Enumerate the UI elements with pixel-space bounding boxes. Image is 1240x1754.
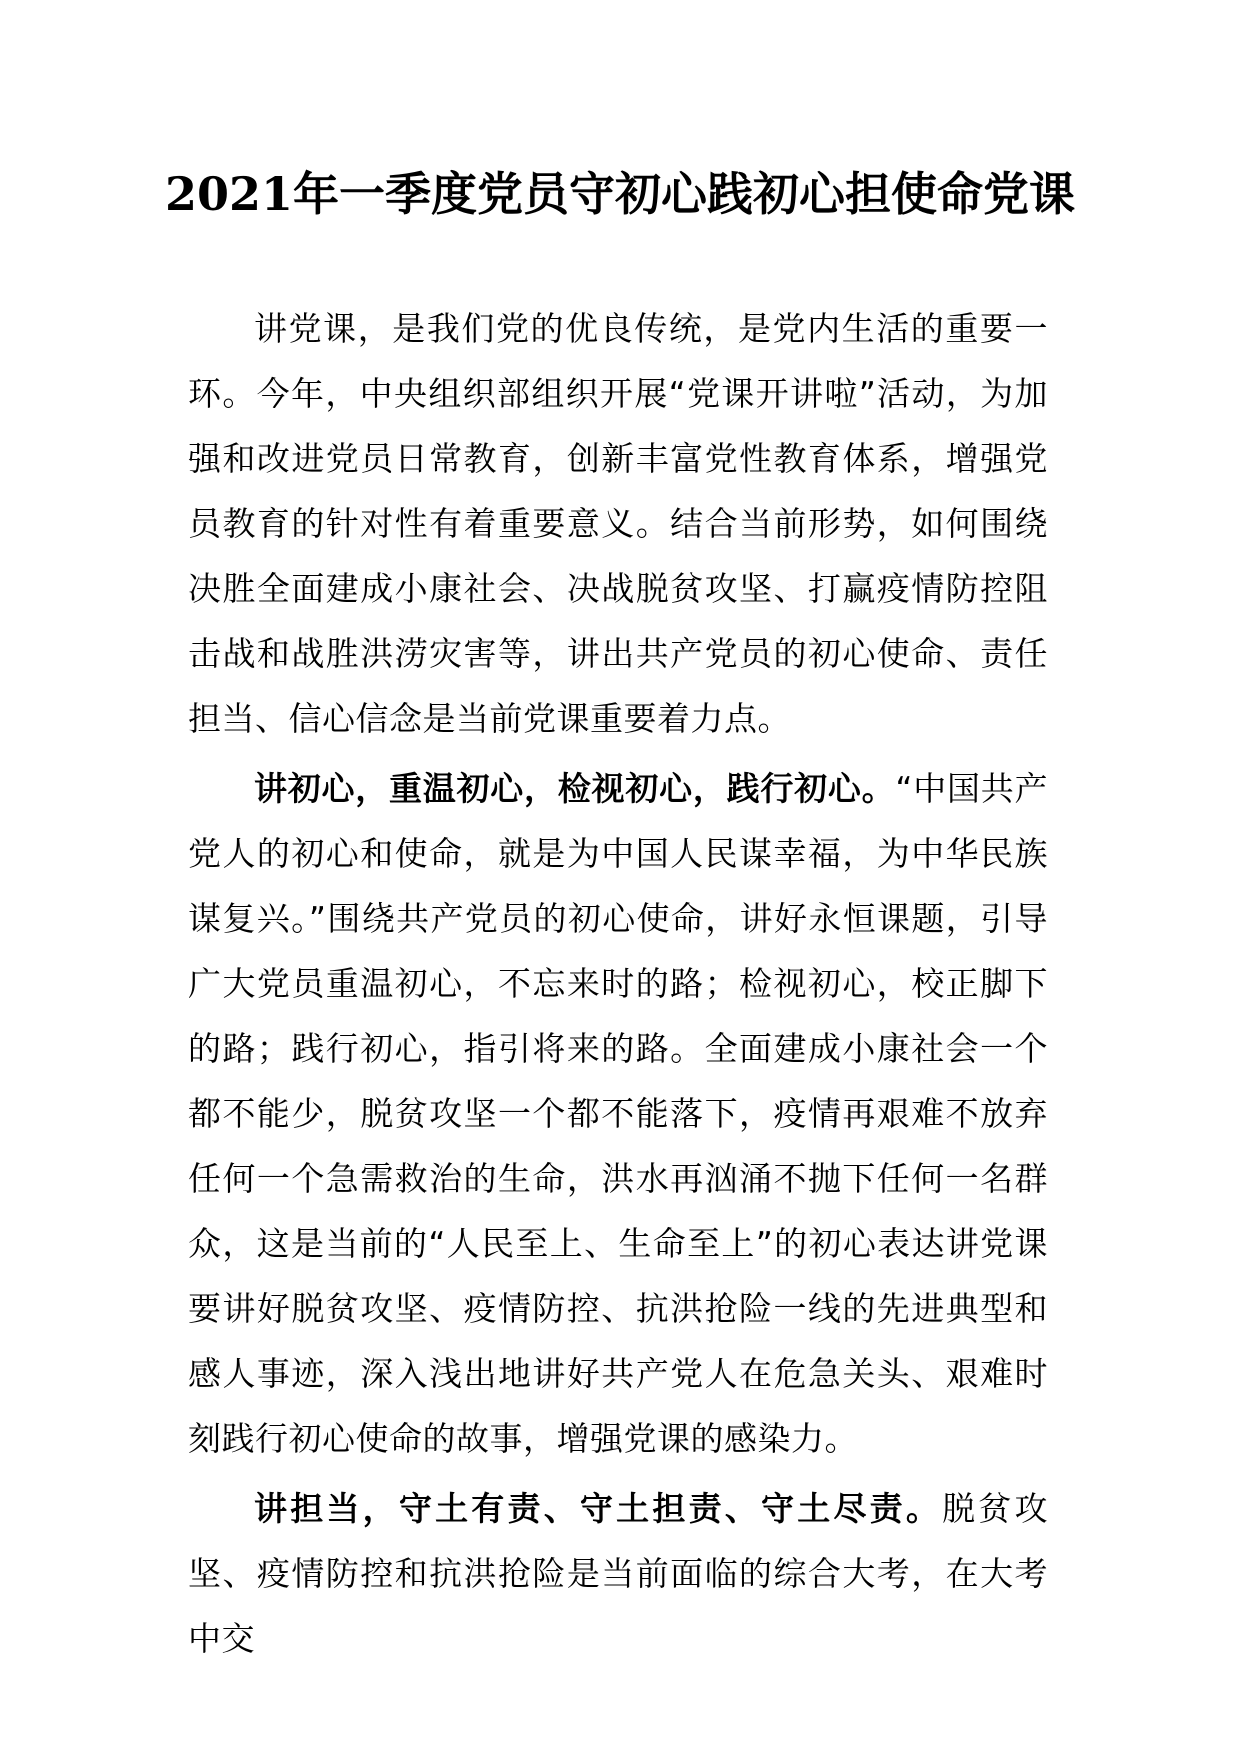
document-title: 2021年一季度党员守初心践初心担使命党课 — [164, 167, 1076, 221]
paragraph-text: 讲党课，是我们党的优良传统，是党内生活的重要一环。今年，中央组织部组织开展“党课开讲啦”活动，为加强和改进党员日常教育，创新丰富党性教育体系，增强党员教育的针对性有着重要意义。结合当前形势，如何围绕决胜全面建成小康社会、决战脱贫攻坚、打赢疫情防控阻击战和战胜洪涝灾害等，讲出共产党员的初心使命、责任担当、信心信念是当前党课重要着力点。 — [188, 309, 1048, 738]
paragraph-lead: 讲初心，重温初心，检视初心，践行初心。 — [254, 769, 896, 808]
paragraph-text: 脱贫攻坚、疫情防控和抗洪抢险是当前面临的综合大考，在大考中交 — [188, 1489, 1049, 1658]
paragraph — [188, 1476, 1048, 1671]
paragraph — [188, 756, 1048, 1471]
document-body — [188, 296, 1048, 1671]
paragraph-text: “中国共产党人的初心和使命，就是为中国人民谋幸福，为中华民族谋复兴。”围绕共产党员的初心使命，讲好永恒课题，引导广大党员重温初心，不忘来时的路；检视初心，校正脚下的路；践行初心，指引将来的路。全面建成小康社会一个都不能少，脱贫攻坚一个都不能落下，疫情再艰难不放弃任何一个急需救治的生命，洪水再汹涌不抛下任何一名群众，这是当前的“人民至上、生命至上”的初心表达讲党课要讲好脱贫攻坚、疫情防控、抗洪抢险一线的先进典型和感人事迹，深入浅出地讲好共产党人在危急关头、艰难时刻践行初心使命的故事，增强党课的感染力。 — [188, 769, 1048, 1458]
paragraph-lead: 讲担当，守土有责、守土担责、守土尽责。 — [254, 1489, 943, 1528]
paragraph — [188, 296, 1048, 751]
